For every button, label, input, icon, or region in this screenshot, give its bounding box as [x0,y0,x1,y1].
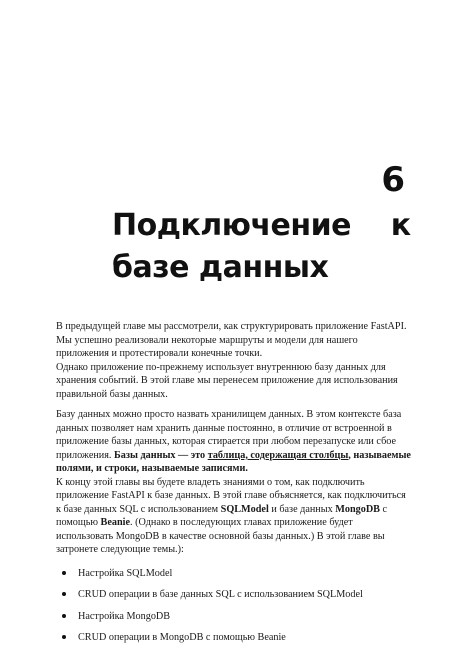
chapter-goals-paragraph [56,476,412,557]
chapter-title [112,205,411,289]
intro-paragraph-1: В предыдущей главе мы рассмотрели, как структурировать приложение FastAPI. Мы успешно реализовали некоторые маршруты и модели для нашего приложения и протестировали конечные точки. [56,321,407,359]
intro-paragraph-2: Однако приложение по-прежнему использует внутреннюю базу данных для хранения событий. В этой главе мы перенесем приложение для использования правильной базы данных. [56,361,398,400]
database-definition-paragraph [56,408,412,476]
database-text: Базу данных можно просто назвать хранилищем данных. В этом контексте база данных позволяет нам хранить данные постоянно, в отличие от встроенной в приложение базы данных, которая стирается при любом перезапуске или сбое приложения. [56,409,402,461]
fields-records-text: , называемые полями, и строки, называемые записями. [56,449,411,474]
list-item [56,610,412,624]
list-item [56,567,412,581]
list-item-text: Настройка MongoDB [78,610,171,622]
chapter-body [56,320,412,653]
bullet-icon [62,592,66,596]
bullet-icon [62,614,66,618]
list-item [56,631,412,645]
chapter-title-line-1: Подключение к [112,208,411,243]
beanie-term: Beanie [100,517,130,528]
chapter-title-line-2: базе данных [112,250,329,285]
list-item [56,588,412,602]
goals-text-4: . (Однако в последующих главах приложение будет использовать MongoDB в качестве основной базы данных.) В этой главе вы затронете следующие темы.): [56,517,385,555]
dash-text: — это [175,449,208,461]
bullet-icon [62,571,66,575]
list-item-text: CRUD операции в базе данных SQL с использованием SQLModel [78,589,363,600]
goals-text-3: с помощью [56,503,388,528]
databases-term: Базы данных [114,449,176,461]
list-item-text: CRUD операции в MongoDB с помощью Beanie [78,632,286,643]
chapter-number: 6 [381,160,405,200]
list-item-text: Настройка SQLModel [78,567,173,579]
sqlmodel-term: SQLModel [220,503,269,515]
topics-list [56,567,412,645]
goals-text-2: и базе данных [268,503,336,515]
bullet-icon [62,635,66,639]
mongodb-term: MongoDB [335,503,380,515]
table-term: таблица, содержащая столбцы [207,449,349,461]
goals-text: К концу этой главы вы будете владеть знаниями о том, как подключить приложение FastAPI к базе данных. В этой главе объясняется, как подключиться к базе данных SQL с использованием [56,476,406,515]
